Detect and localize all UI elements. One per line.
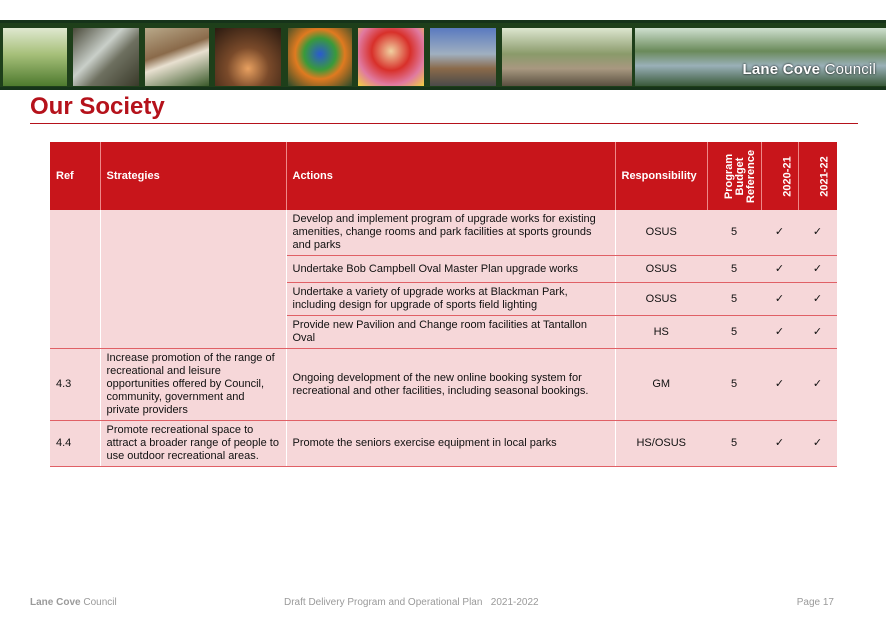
year-1-label: 2020-21 (781, 156, 794, 197)
responsibility-cell: OSUS (615, 283, 707, 316)
page-number: Page 17 (796, 597, 834, 608)
year-2-check: ✓ (798, 316, 837, 349)
building-photo (430, 28, 496, 86)
action-cell: Develop and implement program of upgrade works for existing amenities, change rooms and park facilities at sports grounds and parks (286, 210, 615, 256)
year-2-check: ✓ (798, 256, 837, 283)
title-divider (30, 123, 858, 124)
ref-cell: 4.4 (50, 421, 100, 467)
brand-rest: Council (820, 61, 876, 78)
budget-cell: 5 (707, 421, 761, 467)
year-2-check: ✓ (798, 283, 837, 316)
market-photo (215, 28, 281, 86)
action-cell: Undertake Bob Campbell Oval Master Plan upgrade works (286, 256, 615, 283)
table-row (50, 421, 837, 467)
footer-council (30, 597, 117, 608)
responsibility-cell: HS (615, 316, 707, 349)
header-responsibility: Responsibility (615, 142, 707, 210)
dancers-photo (145, 28, 209, 86)
street-photo (502, 28, 632, 86)
year-1-check: ✓ (761, 210, 798, 256)
footer-council-bold: Lane Cove (30, 597, 81, 608)
year-2-check: ✓ (798, 210, 837, 256)
action-cell: Promote the seniors exercise equipment in local parks (286, 421, 615, 467)
year-1-check: ✓ (761, 283, 798, 316)
responsibility-cell: OSUS (615, 256, 707, 283)
responsibility-cell: GM (615, 349, 707, 421)
budget-cell: 5 (707, 349, 761, 421)
ref-cell: 4.3 (50, 349, 100, 421)
council-brand (743, 61, 876, 78)
strategy-cell: Promote recreational space to attract a broader range of people to use outdoor recreational areas. (100, 421, 286, 467)
header-budget (707, 142, 761, 210)
year-2-label: 2021-22 (818, 156, 831, 197)
page-title: Our Society (30, 93, 165, 120)
table-row (50, 210, 837, 256)
strategy-cell (100, 210, 286, 349)
parrot-photo (288, 28, 352, 86)
budget-line-1: Program (722, 153, 735, 199)
performer-photo (358, 28, 424, 86)
table-header-row (50, 142, 837, 210)
strategies-table (50, 142, 837, 467)
footer-council-rest: Council (80, 597, 117, 608)
strategy-cell: Increase promotion of the range of recreational and leisure opportunities offered by Council, community, government and private providers (100, 349, 286, 421)
waterfall-photo (73, 28, 139, 86)
budget-label (724, 149, 757, 202)
year-1-check: ✓ (761, 256, 798, 283)
ref-cell (50, 210, 100, 349)
header-ref: Ref (50, 142, 100, 210)
year-1-check: ✓ (761, 316, 798, 349)
year-2-check: ✓ (798, 421, 837, 467)
budget-cell: 5 (707, 256, 761, 283)
brand-bold: Lane Cove (742, 61, 821, 78)
footer-document-title: Draft Delivery Program and Operational Plan 2021-2022 (284, 597, 539, 608)
action-cell: Ongoing development of the new online booking system for recreational and other facilities, including seasonal bookings. (286, 349, 615, 421)
budget-cell: 5 (707, 210, 761, 256)
header-banner (0, 20, 886, 90)
action-cell: Provide new Pavilion and Change room facilities at Tantallon Oval (286, 316, 615, 349)
budget-line-2: Budget (733, 157, 746, 195)
budget-line-3: Reference (744, 149, 757, 203)
year-2-check: ✓ (798, 349, 837, 421)
header-actions: Actions (286, 142, 615, 210)
budget-cell: 5 (707, 316, 761, 349)
year-1-check: ✓ (761, 421, 798, 467)
table-row (50, 349, 837, 421)
action-cell: Undertake a variety of upgrade works at Blackman Park, including design for upgrade of sports field lighting (286, 283, 615, 316)
year-1-check: ✓ (761, 349, 798, 421)
header-strategies: Strategies (100, 142, 286, 210)
responsibility-cell: HS/OSUS (615, 421, 707, 467)
responsibility-cell: OSUS (615, 210, 707, 256)
budget-cell: 5 (707, 283, 761, 316)
park-photo (3, 28, 67, 86)
